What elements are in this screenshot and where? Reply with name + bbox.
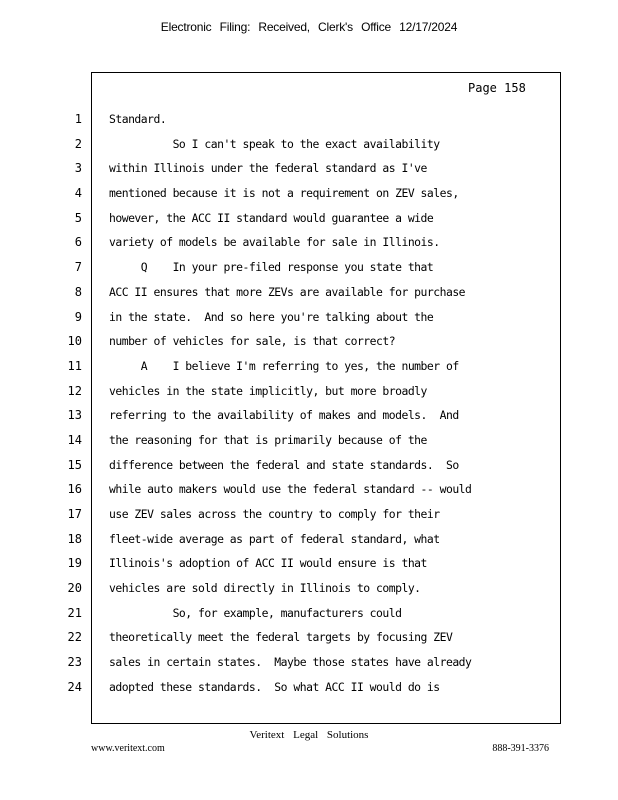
line-number: 6 [74,235,82,250]
transcript-line: ACC II ensures that more ZEVs are available for purchase [109,284,466,299]
line-number: 17 [67,507,82,521]
transcript-text [109,110,559,703]
transcript-line: within Illinois under the federal standard as I've [109,161,427,176]
transcript-line: Standard. [109,112,167,126]
transcript-line: referring to the availability of makes and models. And [109,408,459,423]
footer-phone: 888-391-3376 [492,743,549,754]
line-number: 10 [67,334,82,349]
transcript-line: in the state. And so here you're talking about the [109,309,434,324]
line-number: 18 [67,531,82,546]
transcript-line: the reasoning for that is primarily because of the [109,432,427,447]
line-number: 21 [67,605,82,620]
transcript-line: A I believe I'm referring to yes, the number of [109,358,459,373]
line-number: 14 [67,432,82,447]
transcript-line: Illinois's adoption of ACC II would ensure is that [109,556,427,571]
line-number: 13 [67,408,82,423]
transcript-line: vehicles in the state implicitly, but more broadly [109,383,427,398]
line-number: 24 [67,679,82,694]
line-number: 16 [67,482,82,497]
footer-website: www.veritext.com [91,743,165,754]
transcript-line: Q In your pre-filed response you state that [109,260,434,275]
line-number: 9 [74,309,82,324]
line-number: 7 [74,260,82,275]
transcript-line: vehicles are sold directly in Illinois to comply. [109,581,421,596]
line-number: 1 [74,112,82,126]
line-number: 8 [74,284,82,299]
line-number: 2 [74,136,82,151]
footer-company: Veritext Legal Solutions [249,729,369,741]
transcript-line: theoretically meet the federal targets by focusing ZEV [109,630,453,645]
line-number: 20 [67,581,82,596]
filing-header: Electronic Filing: Received, Clerk's Office 12/17/2024 [160,20,458,34]
line-number-column [60,110,82,703]
line-number: 22 [67,630,82,645]
transcript-line: difference between the federal and state standards. So [109,457,459,472]
transcript-line: So I can't speak to the exact availability [109,136,440,151]
transcript-line: while auto makers would use the federal standard -- would [109,482,472,497]
line-number: 5 [74,210,82,225]
transcript-line: mentioned because it is not a requirement on ZEV sales, [109,186,459,201]
line-number: 3 [74,161,82,176]
line-number: 19 [67,556,82,571]
transcript-line: fleet-wide average as part of federal standard, what [109,531,440,546]
line-number: 11 [67,358,82,373]
page-number: Page 158 [468,81,526,95]
line-number: 15 [67,457,82,472]
transcript-line: variety of models be available for sale in Illinois. [109,235,440,250]
transcript-line: number of vehicles for sale, is that correct? [109,334,396,349]
transcript-line: however, the ACC II standard would guarantee a wide [109,210,434,225]
transcript-line: use ZEV sales across the country to comply for their [109,507,440,521]
transcript-line: sales in certain states. Maybe those states have already [109,655,472,670]
line-number: 12 [67,383,82,398]
transcript-line: adopted these standards. So what ACC II would do is [109,679,440,694]
line-number: 4 [74,186,82,201]
line-number: 23 [67,655,82,670]
transcript-line: So, for example, manufacturers could [109,605,402,620]
